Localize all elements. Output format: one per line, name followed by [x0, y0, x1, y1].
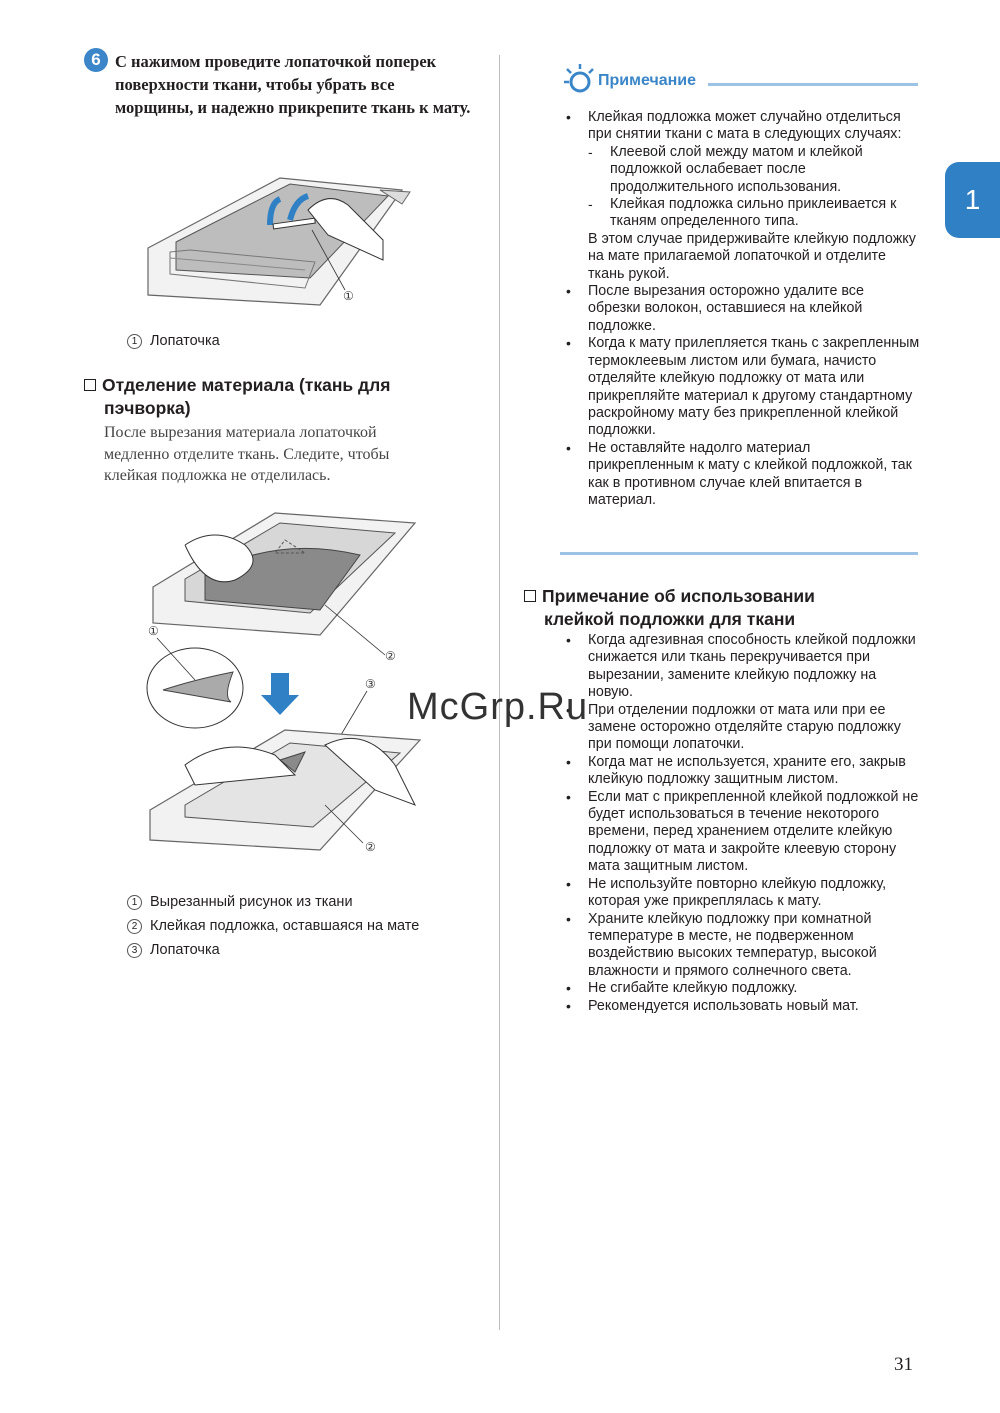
page-number: 31: [894, 1354, 913, 1375]
legend-text: Лопаточка: [150, 942, 220, 958]
figure1-callout: ①: [343, 289, 354, 303]
legend-number: 1: [127, 334, 142, 349]
list-subitem: - Клейкая подложка сильно приклеивается к тканям определенного типа.: [588, 196, 920, 231]
section-title-line2: пэчворка): [104, 398, 191, 418]
legend-number: 1: [127, 895, 142, 910]
list-item-continuation: В этом случае придерживайте клейкую подложку на мате прилагаемой лопаточкой и отделите ткань рукой.: [588, 230, 916, 282]
list-item: • Когда к мату прилепляется ткань с закрепленным термоклеевым листом или бумага, начисто отделяйте клейкую подложку от мата или прикрепляйте материал к другому стандартному раскройному мату без прикрепленной клейкой подложки.: [560, 335, 920, 439]
list-item: • При отделении подложки от мата или при ее замене осторожно отделяйте старую подложку при помощи лопаточки.: [560, 702, 920, 754]
legend-number: 2: [127, 919, 142, 934]
figure2-callout-c: ③: [365, 677, 376, 691]
note-header: [560, 62, 918, 96]
note-title: Примечание: [598, 72, 697, 89]
step-instruction: С нажимом проведите лопаточкой поперек поверхности ткани, чтобы убрать все морщины, и надежно прикрепите ткань к мату.: [115, 52, 471, 117]
list-subitem: - Клеевой слой между матом и клейкой подложкой ослабевает после продолжительного использования.: [588, 144, 920, 196]
checkbox-icon: [524, 590, 536, 602]
legend-text: Вырезанный рисунок из ткани: [150, 894, 353, 910]
figure2-callout-b: ①: [148, 624, 159, 638]
step-number-badge: 6: [84, 48, 108, 72]
legend-item: [127, 914, 419, 938]
section-title-line1: Отделение материала (ткань для: [102, 375, 391, 395]
note-bottom-rule: [560, 552, 918, 555]
figure-mat-spatula: [140, 170, 420, 310]
legend-item: [127, 890, 419, 914]
figure2-callout-a: ②: [385, 649, 396, 663]
adhesive-list: [560, 632, 920, 1015]
watermark: McGrp.Ru: [407, 686, 589, 728]
list-item: • Не используйте повторно клейкую подложку, которая уже прикреплялась к мату.: [560, 876, 920, 911]
section-body: После вырезания материала лопаточкой медленно отделите ткань. Следите, чтобы клейкая подложка не отделилась.: [104, 424, 390, 484]
list-item: • Рекомендуется использовать новый мат.: [560, 998, 920, 1015]
chapter-tab: 1: [945, 162, 1000, 238]
section-title-separation: [84, 374, 484, 420]
section-title-line1: Примечание об использовании: [542, 586, 815, 606]
legend-item: [127, 329, 220, 353]
section-title-line2: клейкой подложки для ткани: [544, 609, 796, 629]
figure2-callout-d: ②: [365, 840, 376, 854]
list-item: • Клейкая подложка может случайно отделиться при снятии ткани с мата в следующих случаях: - Клеевой слой между матом и клейкой подложкой ослабевает после продолжительного использования. - Клейкая подложка сильно приклеивается к тканям определенного типа. В этом случае придерживайте клейкую подложку на мате прилагаемой лопаточкой и отделите ткань рукой.: [560, 109, 920, 283]
figure1-legend: [127, 329, 220, 353]
note-rule: [708, 83, 918, 86]
list-item: • Когда мат не используется, храните его, закрыв клейкую подложку защитным листом.: [560, 754, 920, 789]
list-item: • Не оставляйте надолго материал прикрепленным к мату с клейкой подложкой, так как в противном случае клей впитается в материал.: [560, 440, 920, 510]
note-lightbulb-icon: [562, 62, 598, 96]
figure-peel-fabric: [145, 505, 435, 865]
figure2-legend: [127, 890, 419, 962]
note-list: [560, 109, 920, 509]
legend-text: Клейкая подложка, оставшаяся на мате: [150, 918, 420, 934]
list-item: • Если мат с прикрепленной клейкой подложкой не будет использоваться в течение некоторого времени, перед хранением отделите клейкую подложку от мата и закройте клеевую сторону мата защитным листом.: [560, 789, 920, 876]
list-item: • Храните клейкую подложку при комнатной температуре в месте, не подверженном воздействию высоких температур, высокой влажности и прямого солнечного света.: [560, 911, 920, 981]
checkbox-icon: [84, 379, 96, 391]
legend-text: Лопаточка: [150, 333, 220, 349]
list-item: • Когда адгезивная способность клейкой подложки снижается или ткань перекручивается при вырезании, замените клейкую подложку на новую.: [560, 632, 920, 702]
list-item: • После вырезания осторожно удалите все обрезки волокон, оставшиеся на клейкой подложке.: [560, 283, 920, 335]
section-title-adhesive: [524, 585, 924, 631]
list-item: • Не сгибайте клейкую подложку.: [560, 980, 920, 997]
legend-number: 3: [127, 943, 142, 958]
legend-item: [127, 938, 419, 962]
